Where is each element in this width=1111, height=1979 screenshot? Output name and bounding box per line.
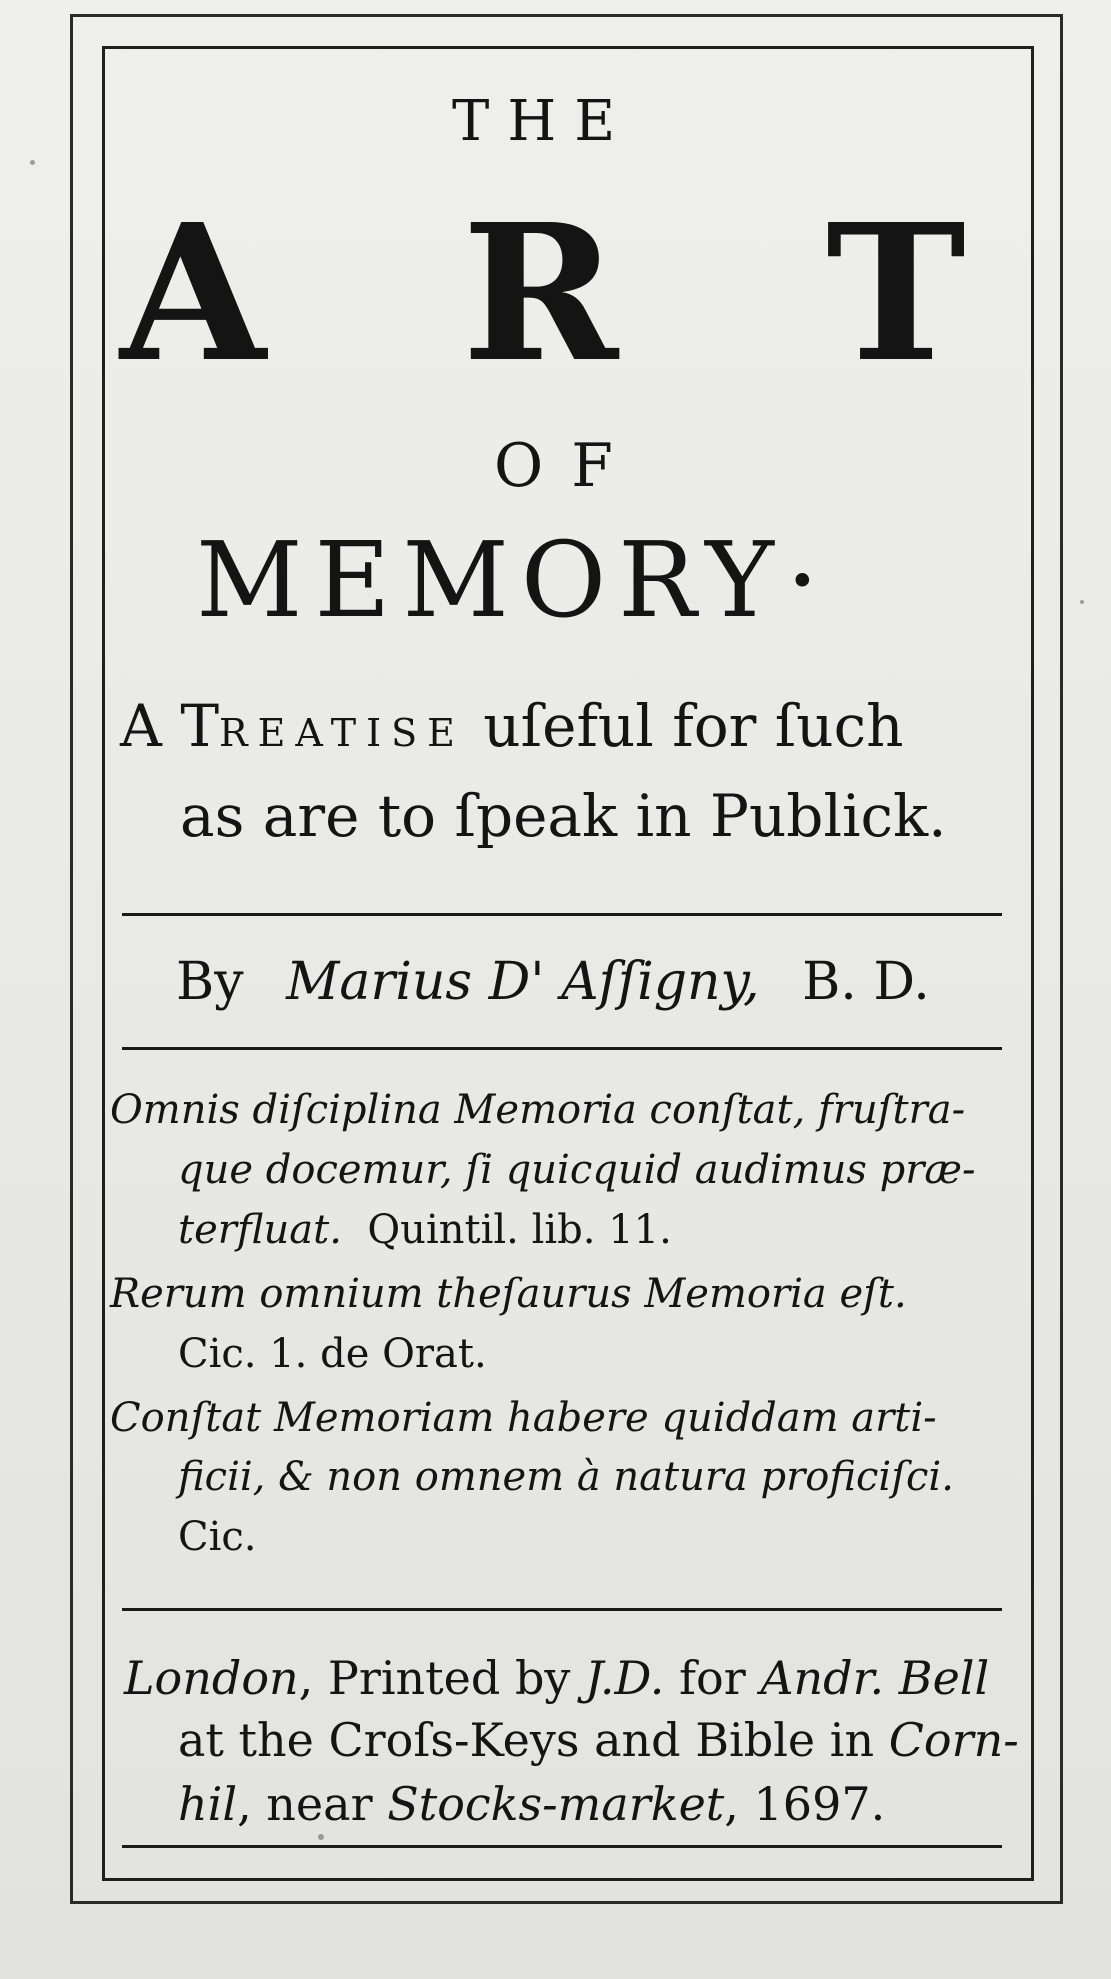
- title-of: OF: [494, 431, 641, 501]
- rule-above-author: [122, 913, 1002, 916]
- subtitle-line-1-prefix: A T: [120, 692, 220, 760]
- author-by: By: [176, 952, 244, 1012]
- imprint-near: , near: [237, 1777, 388, 1831]
- imprint-for: for: [664, 1651, 761, 1705]
- quote-line-3-citation: Quintil. lib. 11.: [341, 1207, 672, 1253]
- title-the: THE: [452, 89, 634, 154]
- author-name: Marius D' Aſſigny,: [286, 952, 760, 1012]
- imprint-stocks-market: Stocks-market: [387, 1777, 725, 1831]
- paper-speck: [30, 160, 35, 165]
- imprint-cornhill-part-2: hil: [178, 1777, 238, 1831]
- imprint-printer: J.D.: [585, 1651, 665, 1705]
- quote-line-7: [178, 1454, 954, 1500]
- quote-line-6-text: Conſtat Memoriam habere quiddam arti-: [110, 1395, 937, 1441]
- subtitle-line-1: [120, 692, 904, 760]
- title-art-letter-t: T: [826, 183, 966, 404]
- rule-bottom: [122, 1845, 1002, 1848]
- title-art-letter-a: A: [120, 183, 266, 404]
- rule-below-author: [122, 1047, 1002, 1050]
- quote-line-7-text: ficii, & non omnem à natura proficiſci.: [178, 1454, 954, 1500]
- quote-line-5: Cic. 1. de Orat.: [178, 1331, 487, 1377]
- subtitle-line-1-smallcaps: REATISE: [219, 711, 465, 755]
- subtitle-line-2: as are to ſpeak in Publick.: [180, 782, 947, 850]
- quote-line-6: [110, 1395, 937, 1441]
- quote-line-4: [110, 1271, 907, 1317]
- quote-line-8: Cic.: [178, 1514, 257, 1560]
- quote-line-3: [178, 1207, 672, 1253]
- quote-line-4-text: Rerum omnium theſaurus Memoria eſt.: [110, 1271, 907, 1317]
- imprint-year: , 1697.: [724, 1777, 886, 1831]
- quote-line-1-text: Omnis diſciplina Memoria conſtat, fruſtra-: [110, 1087, 966, 1133]
- imprint-city: London: [124, 1651, 299, 1705]
- imprint-bookseller: Andr. Bell: [760, 1651, 990, 1705]
- quote-line-2-text: que docemur, ſi quicquid audimus præ-: [178, 1147, 976, 1193]
- title-memory: MEMORY·: [196, 519, 831, 641]
- subtitle-line-1-suffix: uſeful for ſuch: [464, 692, 904, 760]
- quote-line-3-italic: terfluat.: [178, 1207, 342, 1253]
- title-art-letter-r: R: [462, 183, 619, 404]
- imprint-shop-sign: at the Croſs-Keys and Bible in: [178, 1713, 889, 1767]
- imprint-line-2: [178, 1713, 1019, 1767]
- author-degree: B. D.: [802, 952, 930, 1012]
- author-line: [176, 952, 930, 1012]
- paper-speck: [318, 1834, 324, 1840]
- imprint-line-1: [124, 1651, 990, 1705]
- quote-line-2: [178, 1147, 976, 1193]
- rule-above-imprint: [122, 1608, 1002, 1611]
- paper-speck: [1080, 600, 1084, 604]
- imprint-line-3: [178, 1777, 886, 1831]
- quote-line-1: [110, 1087, 966, 1133]
- imprint-printed-by: , Printed by: [298, 1651, 585, 1705]
- imprint-cornhill-part-1: Corn-: [888, 1713, 1019, 1767]
